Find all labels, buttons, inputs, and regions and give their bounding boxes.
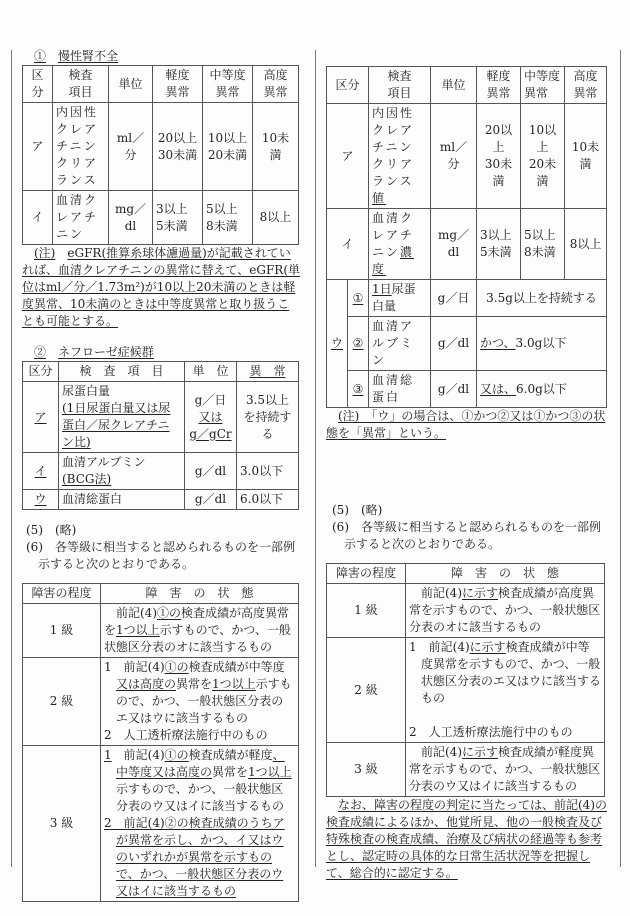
condition-cell (406, 638, 605, 743)
underlined-text: 1つ以上 (116, 623, 160, 637)
condition-paragraph (104, 605, 295, 656)
category-cell: イ (23, 191, 53, 245)
test-item-cell (369, 280, 431, 317)
text-segment: 検査成績が軽度異常を示すもので、かつ、一般状態区分表のウ又はイに該当するもの (409, 745, 601, 793)
item-6: (6) 各等級に相当すると認められるものを一部例示すると次のとおりである。 (26, 540, 295, 571)
criteria-cell (477, 317, 607, 371)
underlined-text: かつ、 (480, 336, 516, 350)
grade-cell: 1 級 (23, 604, 101, 658)
test-item-cell: 内因性クレアチニンクリアランス (53, 103, 109, 191)
underlined-text: 値 (372, 191, 387, 205)
test-item-cell (59, 453, 185, 490)
item-5: (5) (略) (332, 503, 383, 517)
item-5: (5) (略) (26, 523, 77, 537)
text-segment: 示すもので、かつ、一般状態区分表のオに該当するもの (104, 623, 291, 654)
underlined-text: イ (34, 463, 47, 478)
severe-cell: 8以上 (565, 209, 607, 280)
egfr-note (22, 245, 300, 330)
moderate-cell: 10以上 20未満 (521, 104, 565, 209)
sub-number-cell (348, 317, 369, 371)
underlined-text: (注) 「ウ」の場合は、①かつ②又は①かつ③の状態を「異常」という。 (326, 409, 606, 440)
sub-number-cell (348, 371, 369, 408)
test-item-cell (59, 382, 185, 453)
unit-cell: g／dl (431, 371, 477, 408)
category-cell: イ (327, 209, 369, 280)
header-cell: 区分 (23, 362, 59, 382)
text-segment: 内因性クレアチニンクリアランス (372, 106, 415, 188)
category-cell (327, 280, 348, 408)
section1-title (22, 48, 300, 65)
condition-paragraph (104, 659, 295, 727)
header-cell: 高度 異常 (253, 66, 299, 103)
underlined-text: 1つ以上 (248, 765, 292, 779)
text-segment: 6.0g以下 (516, 381, 567, 396)
condition-paragraph (409, 639, 601, 707)
text-segment: 異常を (176, 677, 213, 691)
sub-number-cell (348, 280, 369, 317)
text-segment (46, 345, 58, 359)
underlined-text: に示す (462, 745, 499, 759)
header-cell: 区分 (327, 67, 369, 104)
header-cell: 軽度 異常 (477, 67, 521, 104)
unit-cell: g／dl (431, 317, 477, 371)
abnormal-cell: 3.5以上を持続する (237, 382, 299, 453)
underlined-text: 1つ以上 (212, 677, 256, 691)
right-renal-table (326, 66, 607, 408)
header-cell: 検査 項目 (369, 67, 431, 104)
left-grade-table (22, 583, 299, 902)
underlined-text: 慢性腎不全 (58, 49, 119, 63)
condition-cell (101, 746, 299, 902)
severe-cell: 8以上 (253, 191, 299, 245)
nephrotic-syndrome-table (22, 361, 299, 510)
text-segment: 1 前記(4) (409, 640, 470, 654)
underlined-text: eGFR(推算糸球体濾過量)が記載されていれば、血清クレアチニンの異常に替えて、eGFR(単位はml／分／1.73m²)が10以上20未満のときは軽度異常、10未満のときは中等度異常と取り扱うことも可能とする。 (22, 246, 301, 328)
mild-cell: 3以上 5未満 (153, 191, 203, 245)
underlined-text: 1 (104, 748, 112, 762)
text-segment: 血清アルブミン (62, 455, 146, 469)
unit-cell: g／日 (431, 280, 477, 317)
underlined-text: (注) (34, 246, 56, 260)
header-cell: 中等度 異常 (203, 66, 253, 103)
text-segment: 血清総蛋白 (372, 373, 415, 404)
condition-paragraph (104, 815, 295, 900)
text-segment: 尿蛋白量 (62, 384, 111, 398)
underlined-text: ア (34, 409, 47, 424)
underlined-text: 又は (198, 409, 223, 424)
header-cell: 区分 (23, 66, 53, 103)
category-cell: ア (23, 103, 53, 191)
underlined-text: ウ (330, 336, 343, 350)
column-divider (315, 50, 316, 867)
test-item-cell (59, 490, 185, 510)
unit-cell: ml／分 (431, 104, 477, 209)
final-note (326, 797, 608, 882)
text-segment: g／dl (194, 492, 227, 506)
underlined-text: 2 前記(4)②の検査成績のうちアが異常を示し、かつ、イ又はウのいずれかが異常を示すもので、かつ、一般状態区分表のウ又はイに該当するもの (104, 816, 285, 898)
underlined-text: ネフローゼ症候群 (58, 345, 154, 359)
unit-cell: ml／分 (109, 103, 153, 191)
text-segment: 検査成績が中等度異常を示すもので、かつ、一般状態区分表のエ又はウに該当するもの (421, 640, 602, 705)
underlined-text: ウ (34, 492, 47, 506)
item-6: (6) 各等級に相当すると認められるものを一部例示すると次のとおりである。 (332, 520, 601, 551)
abnormal-cell: 6.0以下 (237, 490, 299, 510)
severe-cell: 10未満 (565, 104, 607, 209)
underlined-text: g／gCr (189, 426, 232, 441)
condition-paragraph (409, 724, 601, 741)
underlined-text: ② (34, 345, 47, 359)
underlined-text: 又は高度の (116, 677, 177, 691)
moderate-cell: 10以上 20未満 (203, 103, 253, 191)
condition-cell (101, 604, 299, 658)
text-segment: 3.5g以上を持続する (486, 290, 597, 305)
abnormal-header: 異 常 (249, 364, 286, 378)
test-item-cell: 血清クレアチニン (53, 191, 109, 245)
header-cell: 障 害 の 状 態 (101, 584, 299, 604)
category-cell (23, 453, 59, 490)
condition-paragraph (104, 747, 295, 815)
text-segment: 検査成績が高度異常を (104, 606, 290, 637)
mild-cell: 20以上 30未満 (477, 104, 521, 209)
grade-cell: 2 級 (327, 638, 406, 743)
text-segment: 検査成績が高度異常を示すもので、かつ、一般状態区分表のオに該当するもの (409, 586, 601, 634)
text-segment: 血清クレアチニン (372, 211, 415, 259)
criteria-cell (477, 371, 607, 408)
test-item-cell (369, 209, 431, 280)
unit-cell (185, 490, 237, 510)
condition-cell (406, 584, 605, 638)
left-border (11, 50, 12, 867)
underlined-text: ③ (352, 381, 364, 396)
mild-cell: 3以上 5未満 (477, 209, 521, 280)
test-item-cell (369, 104, 431, 209)
text-segment: 2 人工透析療法施行中のもの (409, 725, 573, 739)
underlined-text: ② (352, 336, 364, 350)
underlined-text: に示す (469, 640, 506, 654)
moderate-cell: 5以上 8未満 (203, 191, 253, 245)
left-column (22, 48, 300, 902)
unit-cell (185, 382, 237, 453)
mild-cell: 20以上 30未満 (153, 103, 203, 191)
grade-cell: 3 級 (23, 746, 101, 902)
underlined-text: ①の (157, 606, 182, 620)
condition-paragraph (409, 585, 601, 636)
text-segment: 尿蛋白量 (372, 282, 416, 313)
text-segment: 示すもので、かつ、一般状態区分表のウ又はイに該当するもの (116, 782, 285, 813)
unit-cell: mg／dl (431, 209, 477, 280)
header-cell: 検 査 項 目 (59, 362, 185, 382)
header-cell: 単位 (109, 66, 153, 103)
chronic-renal-failure-table (22, 65, 299, 245)
category-cell (23, 490, 59, 510)
condition-paragraph (104, 727, 295, 744)
text-segment: 検査成績が軽度 (188, 748, 273, 762)
underlined-text: (1日尿蛋白量又は尿蛋白／尿クレアチニン比) (62, 401, 171, 449)
text-segment: 検査成績が中等度 (188, 660, 285, 674)
criteria-cell (477, 280, 607, 317)
condition-paragraph (409, 744, 601, 795)
text-segment: 異常を (212, 765, 249, 779)
text-segment: 血清総蛋白 (62, 492, 123, 506)
grade-cell: 2 級 (23, 658, 101, 746)
underlined-text: ① (34, 49, 47, 63)
underlined-text: 又は、 (480, 381, 517, 396)
header-cell: 障 害 の 状 態 (406, 564, 605, 584)
test-item-cell (369, 371, 431, 408)
text-segment: 3.0g以下 (515, 336, 567, 350)
header-cell: 単 位 (185, 362, 237, 382)
test-item-cell (369, 317, 431, 371)
header-cell: 高度 異常 (565, 67, 607, 104)
section2-title (22, 344, 300, 361)
header-cell: 検査 項目 (53, 66, 109, 103)
text-segment: 前記(4) (116, 606, 157, 620)
underlined-text: 1日 (372, 282, 392, 296)
severe-cell: 10未満 (253, 103, 299, 191)
header-cell: 単位 (431, 67, 477, 104)
text-segment: g／日 (194, 392, 227, 407)
text-segment: 前記(4) (111, 748, 165, 762)
underlined-text: (BCG法) (62, 472, 112, 486)
text-segment: 前記(4) (421, 745, 462, 759)
header-cell: 障害の程度 (23, 584, 101, 604)
header-cell: 中等度 異常 (521, 67, 565, 104)
header-cell: 障害の程度 (327, 564, 406, 584)
header-cell (237, 362, 299, 382)
underlined-text: 濃度 (372, 245, 415, 276)
moderate-cell: 5以上 8未満 (521, 209, 565, 280)
underlined-text: ①の (164, 748, 189, 762)
right-column (326, 48, 608, 882)
right-grade-table (326, 563, 605, 797)
unit-cell: mg／dl (109, 191, 153, 245)
underlined-text: なお、障害の程度の判定に当たっては、前記(4)の検査成績によるほか、他覚所見、他の一般検査及び特殊検査の検査成績、治療及び病状の経過等も参考とし、認定時の具体的な日常生活状況等を把握して、総合的に認定する。 (326, 798, 607, 880)
text-segment: g／dl (194, 463, 227, 478)
text-segment: 前記(4) (421, 586, 462, 600)
text-segment: 1 前記(4) (104, 660, 165, 674)
grade-cell: 1 級 (327, 584, 406, 638)
text-segment (55, 246, 67, 260)
category-cell: ア (327, 104, 369, 209)
condition-cell (406, 743, 605, 797)
text-segment (46, 49, 58, 63)
underlined-text: に示す (462, 586, 499, 600)
grade-cell: 3 級 (327, 743, 406, 797)
category-cell (23, 382, 59, 453)
header-cell: 軽度 異常 (153, 66, 203, 103)
condition-cell (101, 658, 299, 746)
text-segment: 示すもので、かつ、一般状態区分表のエ又はウに該当するもの (116, 677, 292, 725)
abnormal-cell: 3.0以下 (237, 453, 299, 490)
u-condition-note (326, 408, 608, 442)
right-border (620, 50, 621, 867)
underlined-text: ① (352, 290, 364, 305)
underlined-text: ①の (164, 660, 189, 674)
underlined-text: 、中等度又は高度の (116, 748, 285, 779)
text-segment: 2 人工透析療法施行中のもの (104, 728, 268, 742)
text-segment: 血清アルブミン (372, 319, 415, 367)
unit-cell (185, 453, 237, 490)
